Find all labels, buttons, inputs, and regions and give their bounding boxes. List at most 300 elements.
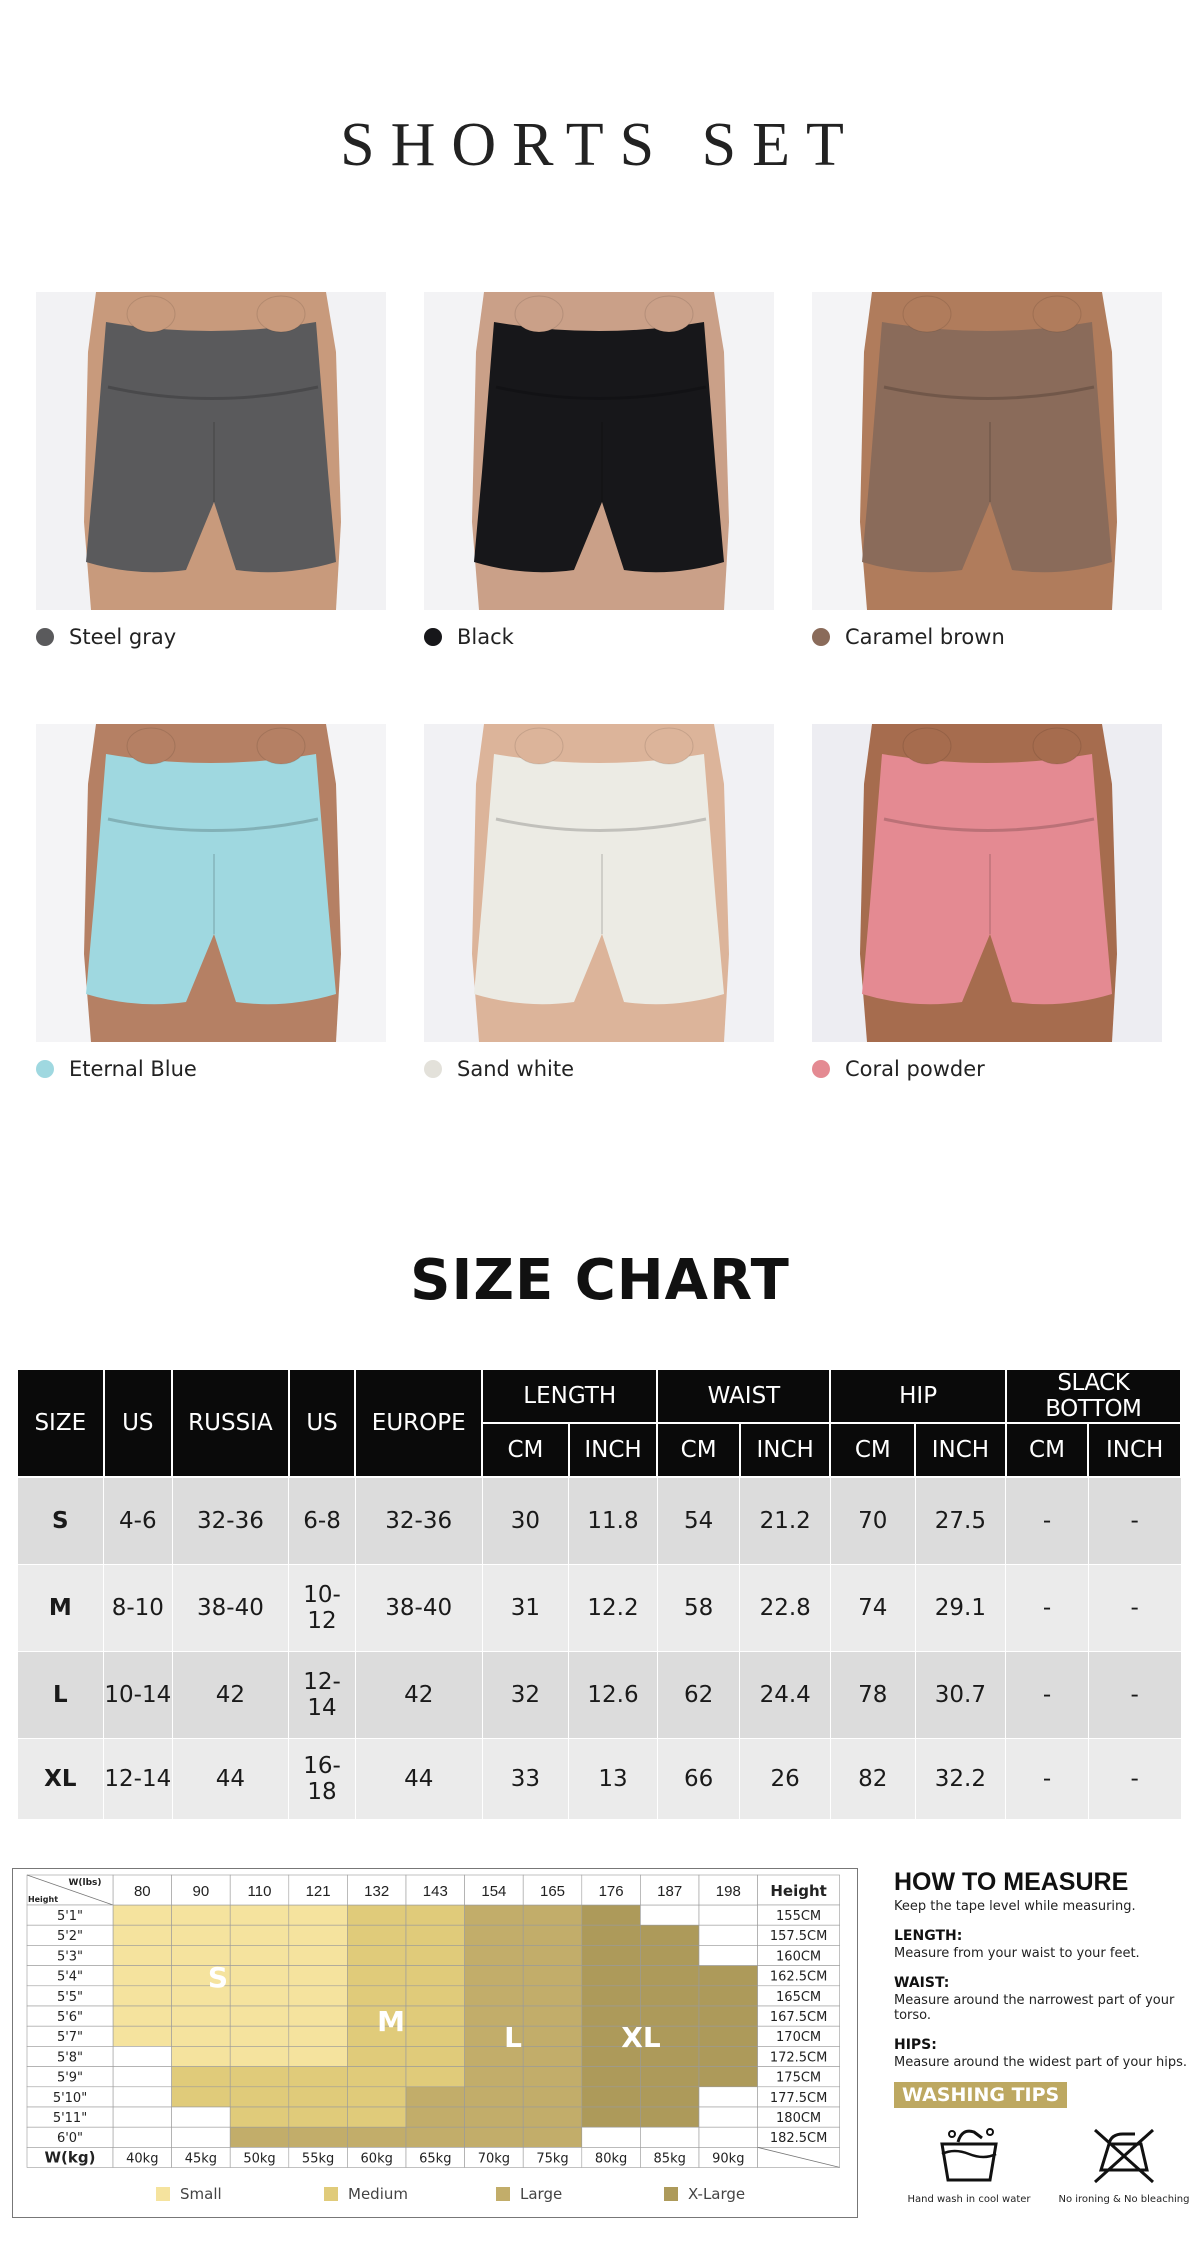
size-cell: 32-36 bbox=[172, 1477, 289, 1565]
zone-cell bbox=[289, 1945, 348, 1965]
size-cell: 8-10 bbox=[104, 1565, 172, 1652]
size-cell: 6-8 bbox=[289, 1477, 355, 1565]
product-photo[interactable] bbox=[424, 292, 774, 610]
height-cm-label: 175CM bbox=[776, 2070, 822, 2086]
zone-cell bbox=[640, 2087, 699, 2107]
size-cell: 58 bbox=[657, 1565, 740, 1652]
color-dot bbox=[424, 1060, 442, 1078]
zone-cell bbox=[582, 2067, 641, 2087]
zone-letter: XL bbox=[621, 2021, 661, 2054]
legend-label: Large bbox=[520, 2185, 563, 2203]
size-cell: 12.6 bbox=[569, 1652, 658, 1739]
color-swatch[interactable] bbox=[36, 625, 176, 649]
zone-cell bbox=[230, 2127, 289, 2147]
zone-cell bbox=[523, 2067, 582, 2087]
zone-cell bbox=[582, 1925, 641, 1945]
size-cell: 10-12 bbox=[289, 1565, 355, 1652]
size-cell: 27.5 bbox=[915, 1477, 1006, 1565]
color-name: Coral powder bbox=[845, 1057, 985, 1081]
zone-cell bbox=[347, 1945, 406, 1965]
page-title: SHORTS SET bbox=[340, 111, 860, 179]
color-swatch[interactable] bbox=[424, 625, 514, 649]
color-dot bbox=[424, 628, 442, 646]
no-iron-no-bleach-icon bbox=[1089, 2124, 1159, 2186]
subheader-cell: CM bbox=[657, 1423, 740, 1477]
zone-cell bbox=[230, 2006, 289, 2026]
header-slack-bottom: SLACK BOTTOM bbox=[1006, 1369, 1181, 1423]
zone-cell bbox=[230, 2026, 289, 2046]
zone-cell bbox=[465, 1966, 524, 1986]
size-cell: 42 bbox=[355, 1652, 482, 1739]
color-name: Eternal Blue bbox=[69, 1057, 197, 1081]
zone-cell bbox=[406, 2087, 465, 2107]
height-ft-label: 5'3" bbox=[56, 1949, 84, 1965]
zone-cell bbox=[465, 1925, 524, 1945]
color-name: Sand white bbox=[457, 1057, 574, 1081]
zone-cell bbox=[406, 1986, 465, 2006]
zone-cell bbox=[347, 1986, 406, 2006]
height-ft-label: 5'1" bbox=[56, 1909, 84, 1924]
header-us: US bbox=[104, 1369, 172, 1477]
zone-cell bbox=[523, 1925, 582, 1945]
legend-swatch bbox=[496, 2187, 510, 2201]
zone-cell bbox=[347, 1905, 406, 1925]
zone-cell bbox=[582, 1905, 641, 1925]
zone-cell bbox=[406, 2107, 465, 2127]
legend-label: Small bbox=[180, 2185, 222, 2203]
lbs-label: 90 bbox=[192, 1883, 210, 1900]
zone-cell bbox=[406, 1945, 465, 1965]
zone-cell bbox=[289, 1986, 348, 2006]
zone-cell bbox=[699, 2087, 758, 2107]
legend-swatch bbox=[156, 2187, 170, 2201]
size-cell: 10-14 bbox=[104, 1652, 172, 1739]
size-label: XL bbox=[17, 1739, 104, 1820]
color-dot bbox=[812, 628, 830, 646]
zone-cell bbox=[289, 2107, 348, 2127]
waist-label: WAIST: bbox=[894, 1975, 950, 1991]
subheader-cell: INCH bbox=[1088, 1423, 1181, 1477]
zone-cell bbox=[347, 2046, 406, 2066]
zone-cell bbox=[699, 1925, 758, 1945]
size-cell: 38-40 bbox=[172, 1565, 289, 1652]
kg-label: 45kg bbox=[184, 2151, 218, 2167]
zone-cell bbox=[172, 1925, 231, 1945]
product-photo[interactable] bbox=[812, 292, 1162, 610]
zone-cell bbox=[289, 2046, 348, 2066]
zone-cell bbox=[465, 2087, 524, 2107]
zone-cell bbox=[230, 1986, 289, 2006]
size-cell: 82 bbox=[830, 1739, 915, 1820]
hand-wash-caption: Hand wash in cool water bbox=[907, 2194, 1031, 2205]
zone-cell bbox=[289, 2127, 348, 2147]
size-cell: 54 bbox=[657, 1477, 740, 1565]
zone-cell bbox=[640, 1945, 699, 1965]
zone-cell bbox=[699, 1986, 758, 2006]
kg-label: 65kg bbox=[419, 2151, 452, 2167]
size-cell: 42 bbox=[172, 1652, 289, 1739]
size-cell: 66 bbox=[657, 1739, 740, 1820]
zone-cell bbox=[523, 1966, 582, 1986]
size-label: S bbox=[17, 1477, 104, 1565]
header-us-2: US bbox=[289, 1369, 355, 1477]
legend-item bbox=[496, 2185, 562, 2203]
zone-cell bbox=[289, 1905, 348, 1925]
legend-swatch bbox=[324, 2187, 338, 2201]
height-ft-label: 5'7" bbox=[56, 2030, 84, 2046]
zone-cell bbox=[347, 2107, 406, 2127]
zone-cell bbox=[523, 2127, 582, 2147]
zone-cell bbox=[582, 1966, 641, 1986]
color-name: Caramel brown bbox=[845, 625, 1005, 649]
color-swatch[interactable] bbox=[36, 1057, 197, 1081]
zone-cell bbox=[406, 2046, 465, 2066]
lbs-label: 121 bbox=[305, 1883, 331, 1900]
zone-cell bbox=[172, 2087, 231, 2107]
zone-cell bbox=[230, 2046, 289, 2066]
size-cell: 29.1 bbox=[915, 1565, 1006, 1652]
height-ft-label: 5'9" bbox=[56, 2070, 84, 2086]
size-cell: 26 bbox=[740, 1739, 831, 1820]
zone-cell bbox=[699, 2127, 758, 2147]
subheader-cell: INCH bbox=[915, 1423, 1006, 1477]
zone-cell bbox=[172, 2127, 231, 2147]
hips-label: HIPS: bbox=[894, 2037, 937, 2053]
zone-cell bbox=[523, 1986, 582, 2006]
kg-label: 80kg bbox=[594, 2151, 628, 2167]
header-europe: EUROPE bbox=[355, 1369, 482, 1477]
color-dot bbox=[36, 628, 54, 646]
zone-cell bbox=[113, 2006, 172, 2026]
zone-cell bbox=[289, 1925, 348, 1945]
zone-cell bbox=[640, 1925, 699, 1945]
size-cell: - bbox=[1006, 1565, 1089, 1652]
legend-item bbox=[324, 2185, 408, 2203]
length-label: LENGTH: bbox=[894, 1928, 963, 1944]
height-cm-label: 167.5CM bbox=[769, 2010, 828, 2025]
kg-header: W(kg) bbox=[44, 2148, 96, 2167]
size-cell: 33 bbox=[482, 1739, 569, 1820]
zone-letter: S bbox=[207, 1961, 229, 1994]
header-size: SIZE bbox=[17, 1369, 104, 1477]
height-cm-label: 155CM bbox=[776, 1909, 822, 1924]
how-to-measure-subtitle: Keep the tape level while measuring. bbox=[894, 1899, 1136, 1914]
height-cm-label: 182.5CM bbox=[769, 2131, 828, 2147]
height-cm-label: 160CM bbox=[776, 1949, 822, 1965]
height-ft-label: 5'6" bbox=[56, 2010, 84, 2025]
zone-cell bbox=[289, 2006, 348, 2026]
zone-cell bbox=[113, 1986, 172, 2006]
zone-cell bbox=[699, 1905, 758, 1925]
legend-label: Medium bbox=[348, 2185, 408, 2203]
zone-cell bbox=[582, 1986, 641, 2006]
zone-cell bbox=[582, 2127, 641, 2147]
zone-cell bbox=[113, 2026, 172, 2046]
zone-letter: L bbox=[504, 2021, 522, 2054]
zone-cell bbox=[699, 1945, 758, 1965]
zone-cell bbox=[523, 1905, 582, 1925]
zone-cell bbox=[113, 2087, 172, 2107]
size-cell: - bbox=[1088, 1477, 1181, 1565]
height-ft-label: 5'2" bbox=[56, 1929, 84, 1945]
size-cell: - bbox=[1088, 1652, 1181, 1739]
lbs-label: 143 bbox=[422, 1883, 448, 1900]
lbs-label: 80 bbox=[133, 1883, 151, 1900]
size-row bbox=[17, 1652, 1181, 1739]
zone-cell bbox=[347, 2087, 406, 2107]
zone-cell bbox=[640, 2067, 699, 2087]
kg-label: 70kg bbox=[477, 2151, 511, 2167]
size-cell: 12-14 bbox=[104, 1739, 172, 1820]
zone-cell bbox=[699, 2046, 758, 2066]
product-photo[interactable] bbox=[812, 724, 1162, 1042]
subheader-cell: CM bbox=[830, 1423, 915, 1477]
zone-cell bbox=[113, 1945, 172, 1965]
size-cell: 44 bbox=[355, 1739, 482, 1820]
lbs-label: 132 bbox=[364, 1883, 390, 1900]
zone-letter: M bbox=[377, 2005, 405, 2038]
zone-cell bbox=[406, 2127, 465, 2147]
size-cell: 32-36 bbox=[355, 1477, 482, 1565]
height-ft-label: 5'10" bbox=[52, 2090, 88, 2106]
zone-cell bbox=[640, 1986, 699, 2006]
zone-cell bbox=[347, 1925, 406, 1945]
no-iron-caption: No ironing & No bleaching bbox=[1058, 2194, 1190, 2205]
size-cell: 38-40 bbox=[355, 1565, 482, 1652]
zone-cell bbox=[582, 1945, 641, 1965]
zone-cell bbox=[523, 2107, 582, 2127]
product-photo[interactable] bbox=[36, 724, 386, 1042]
zone-cell bbox=[523, 2046, 582, 2066]
height-weight-grid bbox=[13, 1869, 857, 2217]
zone-cell bbox=[406, 1925, 465, 1945]
color-name: Steel gray bbox=[69, 625, 177, 649]
header-russia: RUSSIA bbox=[172, 1369, 289, 1477]
zone-cell bbox=[113, 1966, 172, 1986]
lbs-label: 165 bbox=[539, 1883, 566, 1900]
size-cell: 32.2 bbox=[915, 1739, 1006, 1820]
zone-cell bbox=[640, 2127, 699, 2147]
zone-cell bbox=[406, 2006, 465, 2026]
lbs-label: 176 bbox=[598, 1883, 624, 1900]
hand-wash-icon bbox=[934, 2124, 1004, 2186]
lbs-label: 110 bbox=[247, 1883, 272, 1900]
legend-item bbox=[156, 2185, 222, 2203]
size-cell: - bbox=[1006, 1652, 1089, 1739]
size-cell: 11.8 bbox=[569, 1477, 658, 1565]
size-chart-table bbox=[16, 1368, 1182, 1820]
size-label: L bbox=[17, 1652, 104, 1739]
zone-cell bbox=[406, 1966, 465, 1986]
color-name: Black bbox=[457, 625, 514, 649]
kg-label: 40kg bbox=[126, 2151, 159, 2167]
zone-cell bbox=[113, 2046, 172, 2066]
zone-cell bbox=[172, 2026, 231, 2046]
zone-cell bbox=[523, 1945, 582, 1965]
size-cell: - bbox=[1088, 1739, 1181, 1820]
size-cell: 4-6 bbox=[104, 1477, 172, 1565]
zone-cell bbox=[406, 2026, 465, 2046]
height-weight-chart bbox=[12, 1868, 858, 2218]
size-cell: - bbox=[1088, 1565, 1181, 1652]
size-cell: 24.4 bbox=[740, 1652, 831, 1739]
kg-label: 90kg bbox=[712, 2151, 745, 2167]
zone-cell bbox=[113, 2127, 172, 2147]
zone-cell bbox=[347, 2127, 406, 2147]
size-label: M bbox=[17, 1565, 104, 1652]
height-cm-label: 162.5CM bbox=[769, 1969, 828, 1985]
product-photo[interactable] bbox=[424, 724, 774, 1042]
size-cell: 16-18 bbox=[289, 1739, 355, 1820]
zone-cell bbox=[699, 1966, 758, 1986]
size-chart-title: SIZE CHART bbox=[410, 1248, 790, 1313]
size-cell: 21.2 bbox=[740, 1477, 831, 1565]
size-cell: 13 bbox=[569, 1739, 658, 1820]
washing-tips-title: WASHING TIPS bbox=[894, 2082, 1067, 2108]
zone-cell bbox=[465, 2067, 524, 2087]
color-dot bbox=[36, 1060, 54, 1078]
height-ft-label: 6'0" bbox=[56, 2131, 84, 2147]
legend-item bbox=[664, 2185, 745, 2203]
zone-cell bbox=[640, 2107, 699, 2127]
height-header: Height bbox=[770, 1882, 827, 1900]
zone-cell bbox=[699, 2026, 758, 2046]
size-cell: 70 bbox=[830, 1477, 915, 1565]
kg-label: 55kg bbox=[301, 2151, 335, 2167]
zone-cell bbox=[230, 2067, 289, 2087]
height-cm-label: 157.5CM bbox=[769, 1929, 828, 1945]
zone-cell bbox=[699, 2107, 758, 2127]
zone-cell bbox=[172, 2067, 231, 2087]
subheader-cell: INCH bbox=[569, 1423, 658, 1477]
zone-cell bbox=[699, 2006, 758, 2026]
height-cm-label: 165CM bbox=[776, 1989, 822, 2005]
kg-label: 75kg bbox=[536, 2151, 569, 2167]
zone-cell bbox=[699, 2067, 758, 2087]
waist-text: Measure around the narrowest part of your torso. bbox=[894, 1993, 1175, 2023]
size-cell: 74 bbox=[830, 1565, 915, 1652]
zone-cell bbox=[523, 2087, 582, 2107]
zone-cell bbox=[172, 2107, 231, 2127]
zone-cell bbox=[230, 2107, 289, 2127]
header-hip: HIP bbox=[830, 1369, 1005, 1423]
size-cell: 44 bbox=[172, 1739, 289, 1820]
zone-cell bbox=[465, 1986, 524, 2006]
zone-cell bbox=[465, 1945, 524, 1965]
zone-cell bbox=[289, 2087, 348, 2107]
height-cm-label: 170CM bbox=[776, 2030, 822, 2046]
subheader-cell: INCH bbox=[740, 1423, 831, 1477]
color-swatch[interactable] bbox=[424, 1057, 574, 1081]
zone-cell bbox=[640, 1905, 699, 1925]
zone-cell bbox=[172, 2046, 231, 2066]
size-row bbox=[17, 1565, 1181, 1652]
subheader-cell: CM bbox=[1006, 1423, 1089, 1477]
color-swatch[interactable] bbox=[812, 625, 1005, 649]
zone-cell bbox=[582, 2087, 641, 2107]
lbs-label: 154 bbox=[481, 1883, 507, 1900]
zone-cell bbox=[289, 2026, 348, 2046]
zone-cell bbox=[582, 2107, 641, 2127]
color-dot bbox=[812, 1060, 830, 1078]
how-to-measure-title: HOW TO MEASURE bbox=[894, 1868, 1129, 1896]
how-to-measure-panel bbox=[894, 1868, 1194, 2228]
size-cell: 62 bbox=[657, 1652, 740, 1739]
zone-cell bbox=[113, 1905, 172, 1925]
header-length: LENGTH bbox=[482, 1369, 657, 1423]
zone-cell bbox=[230, 1905, 289, 1925]
zone-cell bbox=[230, 1966, 289, 1986]
kg-label: 85kg bbox=[653, 2151, 686, 2167]
header-waist: WAIST bbox=[657, 1369, 830, 1423]
zone-cell bbox=[113, 2107, 172, 2127]
lbs-label: 198 bbox=[715, 1883, 741, 1900]
kg-label: 50kg bbox=[243, 2151, 276, 2167]
zone-cell bbox=[113, 1925, 172, 1945]
size-cell: 78 bbox=[830, 1652, 915, 1739]
lbs-label: 187 bbox=[657, 1883, 683, 1900]
zone-cell bbox=[465, 1905, 524, 1925]
size-cell: 12.2 bbox=[569, 1565, 658, 1652]
size-cell: 31 bbox=[482, 1565, 569, 1652]
size-cell: - bbox=[1006, 1477, 1089, 1565]
height-cm-label: 172.5CM bbox=[769, 2050, 828, 2066]
legend-swatch bbox=[664, 2187, 678, 2201]
height-cm-label: 177.5CM bbox=[769, 2090, 828, 2106]
size-cell: 30 bbox=[482, 1477, 569, 1565]
zone-cell bbox=[523, 2026, 582, 2046]
zone-cell bbox=[172, 2006, 231, 2026]
height-cm-label: 180CM bbox=[776, 2111, 822, 2126]
size-cell: 30.7 bbox=[915, 1652, 1006, 1739]
zone-cell bbox=[289, 1966, 348, 1986]
size-row bbox=[17, 1477, 1181, 1565]
zone-cell bbox=[406, 1905, 465, 1925]
height-ft-label: 5'4" bbox=[56, 1969, 84, 1985]
size-row bbox=[17, 1739, 1181, 1820]
size-cell: 32 bbox=[482, 1652, 569, 1739]
zone-cell bbox=[113, 2067, 172, 2087]
kg-label: 60kg bbox=[360, 2151, 393, 2167]
size-cell: 12-14 bbox=[289, 1652, 355, 1739]
zone-cell bbox=[347, 2067, 406, 2087]
subheader-cell: CM bbox=[482, 1423, 569, 1477]
zone-cell bbox=[465, 2107, 524, 2127]
product-photo[interactable] bbox=[36, 292, 386, 610]
hips-text: Measure around the widest part of your hips. bbox=[894, 2055, 1188, 2070]
zone-cell bbox=[347, 1966, 406, 1986]
color-swatch[interactable] bbox=[812, 1057, 985, 1081]
height-ft-label: 5'5" bbox=[56, 1989, 84, 2005]
zone-cell bbox=[465, 2127, 524, 2147]
zone-cell bbox=[230, 1945, 289, 1965]
size-cell: - bbox=[1006, 1739, 1089, 1820]
legend-label: X-Large bbox=[688, 2185, 746, 2203]
corner-top-label: W(lbs) bbox=[68, 1878, 102, 1888]
height-ft-label: 5'8" bbox=[56, 2050, 84, 2066]
zone-cell bbox=[172, 1905, 231, 1925]
zone-cell bbox=[230, 1925, 289, 1945]
zone-cell bbox=[230, 2087, 289, 2107]
size-cell: 22.8 bbox=[740, 1565, 831, 1652]
corner-bottom-label: Height bbox=[27, 1895, 59, 1904]
height-ft-label: 5'11" bbox=[52, 2111, 88, 2126]
length-text: Measure from your waist to your feet. bbox=[894, 1946, 1140, 1961]
zone-cell bbox=[289, 2067, 348, 2087]
zone-cell bbox=[406, 2067, 465, 2087]
zone-cell bbox=[523, 2006, 582, 2026]
zone-cell bbox=[640, 1966, 699, 1986]
